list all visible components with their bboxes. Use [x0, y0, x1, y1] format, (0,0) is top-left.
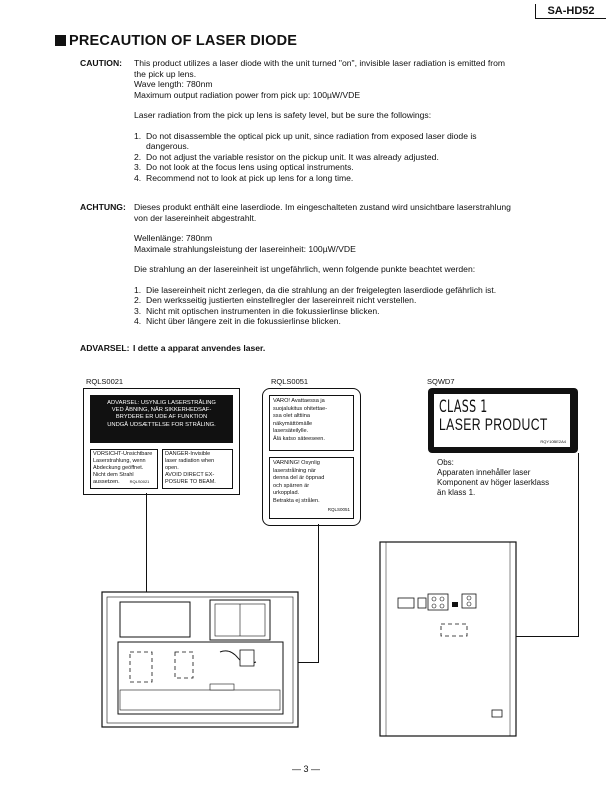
caution-item: 2. Do not adjust the variable resistor on the pickup unit. It was already adjusted. — [134, 151, 439, 162]
label-rqls0021 — [83, 388, 240, 495]
achtung-list — [134, 285, 584, 327]
achtung-max-power: Maximale strahlungsleistung der lasereinheit: 100µW/VDE — [134, 243, 356, 254]
unit-top-view-diagram — [100, 590, 300, 730]
rqls0051-varning-panel: VARNING! Osynlig laserstrålning när denna del är öppnad och spärren är urkopplad. Betrakta ej strålen. RQLS0051 — [269, 457, 354, 519]
achtung-body — [134, 202, 584, 327]
rear-switch — [452, 602, 458, 607]
rqls0051-varo-panel: VARO! Avattaessa ja suojalukitus ohitettae- ssa olet alttiina näkymättömälle lasersäteilylle. Älä katso säteeseen. — [269, 395, 354, 451]
rear-jack-1 — [398, 598, 414, 608]
label-rqls0051 — [262, 388, 361, 526]
caution-list — [134, 131, 579, 184]
caution-intro-1: This product utilizes a laser diode with the unit turned "on", invisible laser radiation is emitted from — [134, 58, 506, 68]
connector — [240, 650, 254, 666]
label-sqwd7 — [428, 388, 578, 453]
achtung-item: 1. Die lasereinheit nicht zerlegen, da die strahlung an der freigelegten laserdiode gefährlich ist. — [134, 284, 497, 295]
page-number: — 3 — — [291, 764, 320, 774]
achtung-safety: Die strahlung an der lasereinheit ist ungefährlich, wenn folgende punkte beachtet werden: — [134, 264, 476, 274]
left-component-block — [120, 602, 190, 637]
achtung-item: 3. Nicht mit optischen instrumenten in die fokussierlinse blicken. — [134, 305, 380, 316]
sqwd7-class-line: CLASS 1 — [439, 397, 488, 417]
advarsel-label: ADVARSEL: — [80, 343, 130, 353]
model-number: SA-HD52 — [535, 4, 606, 19]
caution-item: 3. Do not look at the focus lens using optical instruments. — [134, 162, 354, 172]
achtung-label: ACHTUNG: — [80, 202, 126, 212]
achtung-wavelength: Wellenlänge: 780nm — [134, 233, 213, 243]
caution-item: 1. Do not disassemble the optical pick up unit, since radiation from exposed laser diode is dangerous. — [134, 130, 477, 151]
caution-body — [134, 58, 579, 183]
achtung-item: 4. Nicht über längere zeit in die fokussierlinse blicken. — [134, 316, 341, 326]
leader-line-rqls0051-v — [318, 524, 319, 662]
sqwd7-small-code: RQY10BE2A4 — [540, 439, 566, 444]
leader-line-sqwd7-v — [578, 453, 579, 637]
achtung-intro-2: von der lasereinheit abgestrahlt. — [134, 212, 257, 223]
rear-small-connector — [492, 710, 502, 717]
advarsel-text: I dette a apparat anvendes laser. — [133, 343, 266, 353]
caution-safety: Laser radiation from the pick up lens is safety level, but be sure the followings: — [134, 110, 432, 120]
caution-label: CAUTION: — [80, 58, 123, 68]
rqls0021-warning-panel: ADVARSEL: USYNLIG LASERSTRÅLING VED ÅBNING, NÅR SIKKERHEDSAF- BRYDERE ER UDE AF FUNKTION UNDGÅ UDSÆTTELSE FOR STRÅLING. — [90, 395, 233, 443]
page-title — [55, 33, 297, 49]
rear-terminal-block — [428, 594, 448, 610]
caution-item: 4. Recommend not to look at pick up lens for a long time. — [134, 172, 354, 183]
caution-wavelength: Wave length: 780nm — [134, 79, 213, 89]
label-code-rqls0021: RQLS0021 — [86, 377, 124, 386]
achtung-item: 2. Den werksseitig justierten einstellregler der lasereinreit nicht verstellen. — [134, 295, 417, 305]
sqwd7-inner-panel — [434, 394, 570, 447]
rear-panel-outline — [380, 542, 516, 736]
achtung-intro-1: Dieses produkt enthält eine laserdiode. Im eingeschalteten zustand wird unsichtbare laserstrahlung — [134, 202, 511, 212]
sqwd7-obs-note: Obs: Apparaten innehåller laser Komponent av höger laserklass än klass 1. — [437, 458, 550, 497]
rear-jack-2 — [418, 598, 426, 608]
label-code-sqwd7: SQWD7 — [427, 377, 455, 386]
rqls0021-vorsicht-panel: VORSICHT-Unsichtbare Laserstrahlung, wenn Abdeckung geöffnet. Nicht dem Strahl aussetzen. RQLS0021 — [90, 449, 158, 489]
title-square-icon — [55, 35, 66, 46]
title-text: PRECAUTION OF LASER DIODE — [69, 33, 298, 49]
rqls0021-danger-panel: DANGER-Invisible laser radiation when open. AVOID DIRECT EX- POSURE TO BEAM. — [162, 449, 233, 489]
label-code-rqls0051: RQLS0051 — [271, 377, 309, 386]
unit-rear-view-diagram — [378, 540, 518, 740]
caution-max-power: Maximum output radiation power from pick up: 100µW/VDE — [134, 89, 361, 100]
caution-intro-2: the pick up lens. — [134, 68, 197, 79]
sqwd7-product-line: LASER PRODUCT — [439, 415, 548, 434]
small-part — [210, 684, 234, 690]
